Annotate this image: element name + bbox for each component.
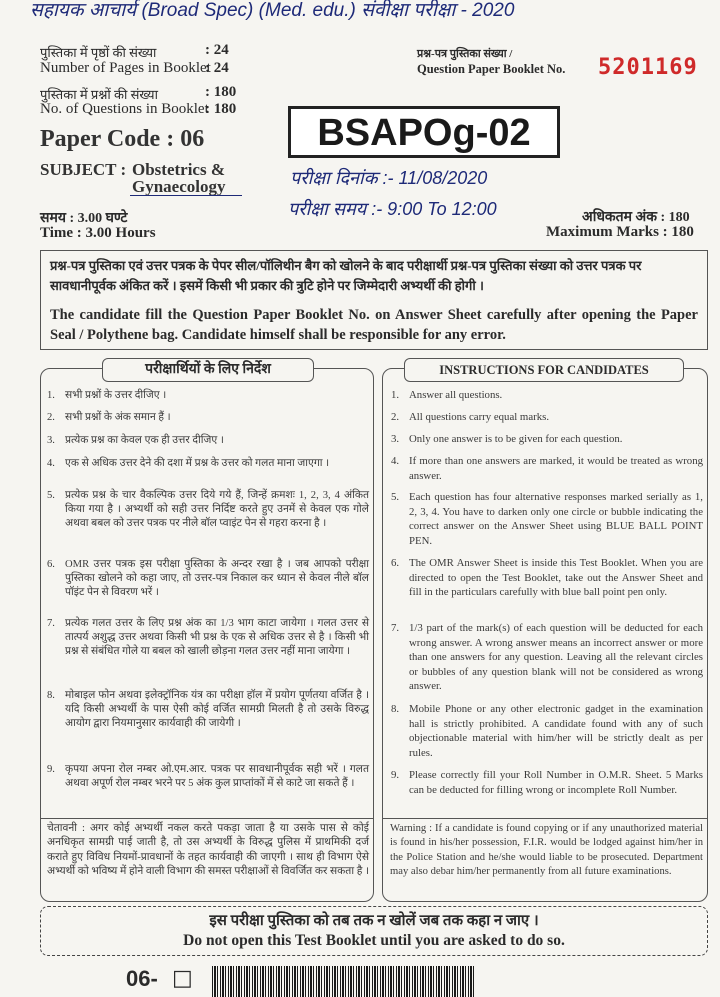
pages-value-english: : 24 [205,60,229,76]
hindi-item [47,617,369,677]
handwritten-exam-date: परीक्षा दिनांक :- 11/08/2020 [290,168,488,188]
english-item-text: Answer all questions. [409,389,503,401]
hindi-warning-divider [40,818,374,819]
english-item-num: 3. [391,433,400,445]
handwritten-title: सहायक आचार्य (Broad Spec) (Med. edu.) संवीक्षा परीक्षा - 2020 [30,0,515,21]
english-item [391,432,703,446]
hindi-item-num: 2. [47,412,55,423]
pages-label-english: Number of Pages in Booklet [40,60,211,76]
english-item-text: All questions carry equal marks. [409,411,550,423]
notice-hindi: प्रश्न-पत्र पुस्तिका एवं उत्तर पत्रक के पेपर सील/पॉलिथीन बैग को खोलने के बाद परीक्षार्थी प्रश्न-पत्र पुस्तिका संख्या को उत्तर पत्रक पर सावधानीपूर्वक अंकित करें । इसमें किसी भी प्रकार की त्रुटि होने पर जिम्मेदारी अभ्यर्थी की होगी । [50,258,642,293]
hindi-item [47,434,369,448]
subject-line-1: Obstetrics & [132,160,226,179]
english-item [391,768,703,812]
english-item-num: 1. [391,389,400,401]
hindi-item-num: 1. [47,390,55,401]
booklet-label-english: Question Paper Booklet No. [417,62,566,76]
time-hindi: समय : 3.00 घण्टे [40,211,128,226]
english-item-text: 1/3 part of the mark(s) of each question will be deducted for each wrong answer. A wrong answer means an incorrect answer or more than one answers for any question. Leaving all the relevant circles or bubbles of any question blank will not be considered as wrong answer. [409,622,703,693]
english-instructions-title: INSTRUCTIONS FOR CANDIDATES [404,358,684,382]
hindi-instructions-title: परीक्षार्थियों के लिए निर्देश [102,358,314,382]
time-english: Time : 3.00 Hours [40,225,156,241]
questions-value: : 180 [205,84,237,100]
english-item-text: Mobile Phone or any other electronic gadget in the examination hall is strictly prohibited. A candidate found with any of such objectionable material with him/her will be strictly dealt as per rules. [409,703,703,759]
notice-english: The candidate fill the Question Paper Booklet No. on Answer Sheet carefully after opening the Paper Seal / Polythene bag. Candidate himself shall be responsible for any error. [50,307,698,343]
max-marks-english: Maximum Marks : 180 [546,224,694,240]
english-item-num: 5. [391,491,400,503]
hindi-item-num: 6. [47,559,55,570]
do-not-open-english: Do not open this Test Booklet until you are asked to do so. [183,932,565,949]
hindi-item-text: प्रत्येक प्रश्न के चार वैकल्पिक उत्तर दिये गये हैं, जिन्हें क्रमशः 1, 2, 3, 4 अंकित किया गया है । अभ्यर्थी को सही उत्तर निर्दिष्ट करते हुए उनमें से केवल एक गोले अथवा बबल को उत्तर पत्रक पर नीले बॉल प्वाइंट पेन से गहरा करना है । [65,490,369,530]
hindi-item-text: सभी प्रश्नों के अंक समान हैं । [65,412,171,423]
english-warning-divider [382,818,708,819]
hindi-item [47,457,369,485]
pages-label-hindi: पुस्तिका में पृष्ठों की संख्या [40,45,157,60]
hindi-item [47,558,369,604]
english-item-text: Only one answer is to be given for each question. [409,433,623,445]
english-item-num: 4. [391,455,400,467]
english-item [391,621,703,694]
handwritten-exam-time: परीक्षा समय :- 9:00 To 12:00 [288,199,497,219]
english-item [391,702,703,760]
questions-value-english: : 180 [205,101,237,117]
english-item [391,490,703,548]
hindi-item-num: 3. [47,435,55,446]
subject-underline [130,195,242,196]
paper-code: Paper Code : 06 [40,126,205,152]
english-item [391,388,703,402]
hindi-item [47,763,369,809]
hindi-item-num: 8. [47,690,55,701]
series-code-box: □ [172,966,193,991]
hindi-item-num: 7. [47,618,55,629]
english-item-text: If more than one answers are marked, it would be treated as wrong answer. [409,455,703,482]
questions-label-hindi: पुस्तिका में प्रश्नों की संख्या [40,87,158,102]
max-marks-hindi: अधिकतम अंक : 180 [582,210,690,225]
series-code: 06- [126,966,158,991]
hindi-item-text: सभी प्रश्नों के उत्तर दीजिए । [65,390,167,401]
hindi-item-num: 5. [47,490,55,501]
english-item [391,556,703,614]
do-not-open-hindi: इस परीक्षा पुस्तिका को तब तक न खोलें जब तक कहा न जाए । [209,913,539,929]
english-item [391,454,703,483]
english-item-num: 2. [391,411,400,423]
hindi-item-num: 9. [47,764,55,775]
do-not-open-box [40,906,708,956]
english-item-num: 6. [391,557,400,569]
hindi-item-text: कृपया अपना रोल नम्बर ओ.एम.आर. पत्रक पर सावधानीपूर्वक सही भरें । गलत अथवा अपूर्ण रोल नम्बर भरने पर 5 अंक कुल प्राप्तांकों में से काटे जा सकते हैं । [65,764,369,790]
english-item-num: 8. [391,703,400,715]
questions-label-english: No. of Questions in Booklet [40,101,209,117]
english-item-num: 9. [391,769,400,781]
hindi-item-text: प्रत्येक प्रश्न का केवल एक ही उत्तर दीजिए । [65,435,224,446]
hindi-item-num: 4. [47,458,55,469]
english-item-num: 7. [391,622,400,634]
booklet-number: 5201169 [598,55,698,80]
english-item-text: Each question has four alternative responses marked serially as 1, 2, 3, 4. You have to darken only one circle or bubble indicating the correct answer on the Answer Sheet using BLUE BALL POINT PEN. [409,491,703,547]
english-warning: Warning : If a candidate is found copying or if any unauthorized material is found in his/her possession, F.I.R. would be lodged against him/her in the Police Station and he/she would liable to be prosecuted. Department may also debar him/her permanently from all future examinations. [390,823,703,878]
booklet-barcode [212,966,476,997]
subject-label: SUBJECT : [40,160,127,179]
hindi-item [47,689,369,749]
english-item-text: Please correctly fill your Roll Number in O.M.R. Sheet. 5 Marks can be deducted for filling wrong or incomplete Roll Number. [409,769,703,796]
english-item-text: The OMR Answer Sheet is inside this Test Booklet. When you are directed to open the Test Booklet, take out the Answer Sheet and fill in the particulars carefully with blue ball point pen only. [409,557,703,599]
paper-code-box: BSAPOg-02 [288,106,560,158]
english-item [391,410,703,424]
hindi-item-text: OMR उत्तर पत्रक इस परीक्षा पुस्तिका के अन्दर रखा है । जब आपको परीक्षा पुस्तिका खोलने को कहा जाए, तो उत्तर-पत्र निकाल कर ध्यान से केवल नीले बॉल पॉइंट पेन से विवरण भरें । [65,559,369,599]
pages-value: : 24 [205,42,229,58]
hindi-item-text: प्रत्येक गलत उत्तर के लिए प्रश्न अंक का 1/3 भाग काटा जायेगा । गलत उत्तर से तात्पर्य अशुद्ध उत्तर अथवा किसी भी प्रश्न के एक से अधिक उत्तर से है । किसी भी प्रश्न से संबंधित गोले या बबल को खाली छोड़ना गलत उत्तर नहीं माना जायेगा । [65,618,369,658]
hindi-item [47,489,369,549]
hindi-item [47,389,369,403]
hindi-item [47,411,369,425]
booklet-label-hindi: प्रश्न-पत्र पुस्तिका संख्या / [417,48,513,60]
hindi-item-text: मोबाइल फोन अथवा इलेक्ट्रॉनिक यंत्र का परीक्षा हॉल में प्रयोग पूर्णतया वर्जित है । यदि किसी अभ्यर्थी के पास ऐसी कोई वर्जित सामग्री मिलती है तो उसके विरुद्ध आयोग द्वारा नियमानुसार कार्यवाही की जायेगी । [65,690,369,730]
hindi-item-text: एक से अधिक उत्तर देने की दशा में प्रश्न के उत्तर को गलत माना जाएगा । [65,458,330,469]
hindi-warning: चेतावनी : अगर कोई अभ्यर्थी नकल करते पकड़ा जाता है या उसके पास से कोई अनधिकृत सामग्री पाई जाती है, तो उस अभ्यर्थी के विरुद्ध पुलिस में प्राथमिकी दर्ज कराते हुए विविध नियमों-प्रावधानों के तहत कार्यवाही की जाएगी । साथ ही विभाग ऐसे अभ्यर्थी को भविष्य में होने वाली विभाग की समस्त परीक्षाओं से विवर्जित कर सकता है । [47,823,369,878]
notice-box [40,250,708,350]
subject-line-2: Gynaecology [132,177,226,196]
